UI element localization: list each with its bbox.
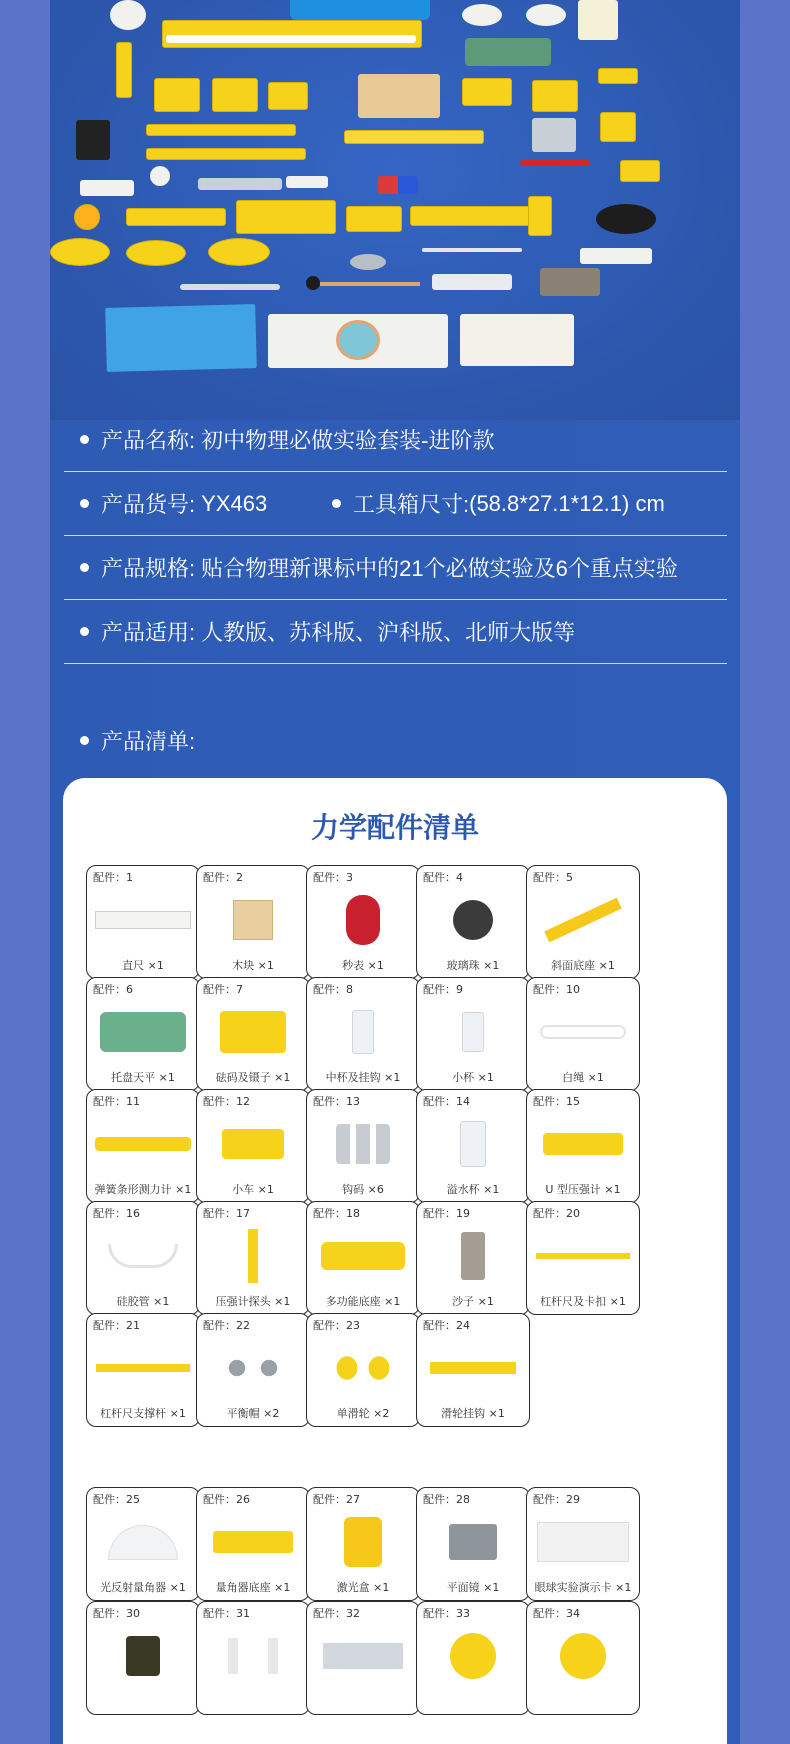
section-title-mechanics: 力学配件清单: [310, 811, 479, 844]
part-number: 配件：1: [93, 871, 133, 884]
label-box: 工具箱尺寸:: [353, 492, 470, 517]
multi-base-photo-icon: [600, 112, 636, 142]
part-name: 硅胶管 ×1: [116, 1295, 170, 1308]
part-tile: [526, 1601, 640, 1715]
value-name: 初中物理必做实验套装-进阶款: [201, 428, 495, 453]
yellow-box-icon: [532, 80, 578, 112]
wood-block-photo-icon: [358, 74, 440, 118]
part-number: 配件：23: [313, 1319, 360, 1332]
protractor-base-icon: [197, 1506, 309, 1578]
part-30-icon: [87, 1620, 199, 1692]
part-number: 配件：10: [533, 983, 580, 996]
meter-icon: [578, 0, 618, 40]
part-number: 配件：17: [203, 1207, 250, 1220]
phone-stand-icon: [76, 120, 110, 160]
part-number: 配件：20: [533, 1207, 580, 1220]
part-name: 量角器底座 ×1: [215, 1581, 291, 1594]
part-name: U 型压强计 ×1: [545, 1183, 621, 1196]
hook-weights-photo-icon: [532, 118, 576, 152]
part-number: 配件：27: [313, 1493, 360, 1506]
part-number: 配件：19: [423, 1207, 470, 1220]
part-number: 配件：3: [313, 871, 353, 884]
part-number: 配件：33: [423, 1607, 470, 1620]
ball-icon: [74, 204, 100, 230]
pan-left-icon: [462, 4, 502, 26]
part-number: 配件：6: [93, 983, 133, 996]
value-spec: 贴合物理新课标中的21个必做实验及6个重点实验: [201, 556, 678, 581]
part-name: 小杯 ×1: [452, 1071, 494, 1084]
label-fit: 产品适用:: [101, 620, 196, 645]
lever-photo-icon: [146, 148, 306, 160]
magnet-icon: [378, 176, 418, 194]
mount-icon: [346, 206, 402, 232]
probe-stand-icon: [528, 196, 552, 236]
part-number: 配件：9: [423, 983, 463, 996]
part-number: 配件：25: [93, 1493, 140, 1506]
part-name: 弹簧条形测力计 ×1: [94, 1183, 192, 1196]
product-photo: [50, 0, 740, 420]
part-name: 玻璃珠 ×1: [446, 959, 500, 972]
spring-scale-photo-icon: [116, 42, 132, 98]
part-name: 沙子 ×1: [452, 1295, 494, 1308]
value-fit: 人教版、苏科版、沪科版、北师大版等: [201, 620, 576, 645]
part-number: 配件：18: [313, 1207, 360, 1220]
paddle-icon: [110, 0, 146, 30]
thermometer-icon: [198, 178, 282, 190]
part-name: 小车 ×1: [232, 1183, 274, 1196]
wire-frame-icon: [422, 248, 522, 252]
part-tile: [526, 1487, 640, 1601]
part-number: 配件：34: [533, 1607, 580, 1620]
probe-photo-icon: [620, 160, 660, 182]
part-tile: [306, 1487, 420, 1601]
toolbox-icon: [290, 0, 430, 20]
spoon-icon: [286, 176, 328, 188]
part-number: 配件：8: [313, 983, 353, 996]
pulley-row-icon: [344, 130, 484, 144]
part-number: 配件：11: [93, 1095, 140, 1108]
part-name: 钩码 ×6: [342, 1183, 384, 1196]
pulley-disc-icon: [126, 240, 186, 266]
part-number: 配件：22: [203, 1319, 250, 1332]
bullet-icon: [80, 499, 89, 508]
part-32-icon: [307, 1620, 419, 1692]
part-number: 配件：4: [423, 871, 463, 884]
bullet-icon: [80, 627, 89, 636]
part-name: 直尺 ×1: [122, 959, 164, 972]
bullet-icon: [80, 736, 89, 745]
info-product-name: [64, 408, 727, 472]
part-number: 配件：16: [93, 1207, 140, 1220]
syringe-icon: [432, 274, 512, 290]
part-tile: [86, 1601, 200, 1715]
part-name: 单滑轮 ×2: [336, 1407, 390, 1420]
part-name: 多功能底座 ×1: [325, 1295, 401, 1308]
part-number: 配件：12: [203, 1095, 250, 1108]
part-number: 配件：31: [203, 1607, 250, 1620]
sand-photo-icon: [540, 268, 600, 296]
info-spec: [64, 536, 727, 600]
label-list: 产品清单:: [101, 728, 196, 754]
part-name: 中杯及挂钩 ×1: [325, 1071, 401, 1084]
lever-photo-icon: [146, 124, 296, 136]
part-number: 配件：21: [93, 1319, 140, 1332]
protractor-icon: [87, 1506, 199, 1578]
mallet-head-icon: [306, 276, 320, 290]
label-name: 产品名称:: [101, 428, 196, 453]
part-name: 滑轮挂钩 ×1: [441, 1407, 505, 1420]
part-number: 配件：5: [533, 871, 573, 884]
part-name: 托盘天平 ×1: [111, 1071, 175, 1084]
part-number: 配件：24: [423, 1319, 470, 1332]
laser-box-icon: [307, 1506, 419, 1578]
label-spec: 产品规格:: [101, 556, 196, 581]
part-number: 配件：32: [313, 1607, 360, 1620]
part-name: 木块 ×1: [232, 959, 274, 972]
label-sku: 产品货号:: [101, 492, 196, 517]
part-name: 白绳 ×1: [562, 1071, 604, 1084]
disc-icon: [150, 166, 170, 186]
bullet-icon: [80, 563, 89, 572]
part-tile: [196, 1487, 310, 1601]
part-number: 配件：7: [203, 983, 243, 996]
part-tile: [416, 1601, 530, 1715]
part-number: 配件：28: [423, 1493, 470, 1506]
cart-photo-icon: [462, 78, 512, 106]
part-number: 配件：30: [93, 1607, 140, 1620]
pulley-disc-icon: [50, 238, 110, 266]
value-box: (58.8*27.1*12.1) cm: [469, 490, 665, 516]
part-number: 配件：14: [423, 1095, 470, 1108]
part-34-icon: [527, 1620, 639, 1692]
part-tile: [416, 1487, 530, 1601]
manual-icon: [105, 304, 257, 372]
part-name: 溢水杯 ×1: [446, 1183, 500, 1196]
part-tile: [306, 1601, 420, 1715]
part-name: 激光盒 ×1: [336, 1581, 390, 1594]
value-sku: YX463: [201, 490, 268, 516]
part-tile: [86, 1487, 200, 1601]
ruler-strip-icon: [166, 35, 416, 43]
gear-nut-icon: [350, 254, 386, 270]
part-name: 斜面底座 ×1: [551, 959, 615, 972]
part-name: 平面镜 ×1: [446, 1581, 500, 1594]
part-number: 配件：2: [203, 871, 243, 884]
clip-icon: [598, 68, 638, 84]
part-name: 杠杆尺支撑杆 ×1: [100, 1407, 186, 1420]
part-number: 配件：26: [203, 1493, 250, 1506]
u-manometer-photo-icon: [410, 206, 534, 226]
info-fit: [64, 600, 727, 664]
track-rail-icon: [162, 20, 422, 48]
pulley-disc-icon: [208, 238, 270, 266]
part-number: 配件：15: [533, 1095, 580, 1108]
eye-card-icon: [527, 1506, 639, 1578]
part-name: 秒表 ×1: [342, 959, 384, 972]
wire-icon: [520, 160, 590, 166]
part-name: 压强计探头 ×1: [215, 1295, 291, 1308]
part-31-icon: [197, 1620, 309, 1692]
eye-diagram-icon: [336, 320, 380, 360]
spinner-icon: [596, 204, 656, 234]
part-number: 配件：13: [313, 1095, 360, 1108]
part-name: 砝码及镊子 ×1: [215, 1071, 291, 1084]
circuit-block-icon: [154, 78, 200, 112]
info-sku-box: [64, 472, 727, 536]
white-board-icon: [460, 314, 574, 366]
tuning-fork-icon: [180, 284, 280, 290]
part-name: 平衡帽 ×2: [226, 1407, 280, 1420]
part-name: 光反射量角器 ×1: [100, 1581, 186, 1594]
mirror-icon: [417, 1506, 529, 1578]
bullet-icon: [332, 499, 341, 508]
rope-photo-icon: [580, 248, 652, 264]
circuit-block-icon: [268, 82, 308, 110]
base-photo-icon: [236, 200, 336, 234]
card-icon: [80, 180, 134, 196]
pan-right-icon: [526, 4, 566, 26]
optics-parts-grid: [63, 778, 727, 1744]
info-list: [64, 708, 727, 772]
mallet-handle-icon: [320, 282, 420, 286]
part-name: 杠杆尺及卡扣 ×1: [540, 1295, 626, 1308]
circuit-block-icon: [212, 78, 258, 112]
balance-base-icon: [465, 38, 551, 66]
ruler-photo-icon: [126, 208, 226, 226]
parts-card: [63, 778, 727, 1744]
part-name: 眼球实验演示卡 ×1: [534, 1581, 632, 1594]
bullet-icon: [80, 435, 89, 444]
part-number: 配件：29: [533, 1493, 580, 1506]
part-tile: [196, 1601, 310, 1715]
part-33-icon: [417, 1620, 529, 1692]
